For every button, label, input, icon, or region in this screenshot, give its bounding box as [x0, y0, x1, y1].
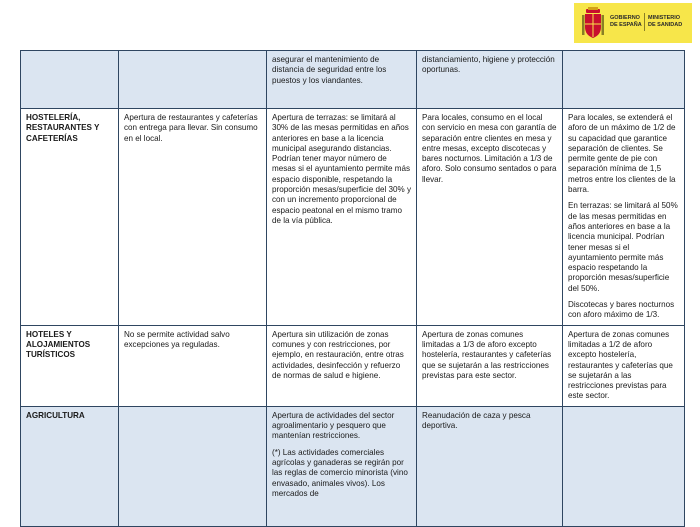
cell-paragraph: Discotecas y bares nocturnos con aforo máximo de 1/3. [568, 300, 675, 320]
phase-cell [563, 406, 685, 526]
phase-cell [417, 406, 563, 526]
cell-paragraph: Para locales, consumo en el local con servicio en mesa con garantía de separación entre clientes en mesa y entre mesas, excepto discotecas y bares nocturnos. Limitación a 1/3 de aforo. Solo consumo sentados o para llevar. [422, 113, 557, 184]
sector-cell: HOSTELERÍA, RESTAURANTES Y CAFETERÍAS [21, 109, 119, 326]
table-row [21, 109, 685, 326]
cell-paragraph: Para locales, se extenderá el aforo de un máximo de 1/2 de su capacidad que garantice separación de clientes. Se permite gente de pie con separación mínima de 1,5 metros entre los clientes de la barra. [568, 113, 676, 195]
logo-line: GOBIERNO [610, 15, 640, 21]
logo-line: DE ESPAÑA [610, 21, 642, 28]
phase-cell [267, 51, 417, 109]
cell-paragraph: En terrazas: se limitará al 50% de las mesas permitidas en años anteriores en base a la licencia municipal. Podrían tener mesas si el ayuntamiento permite más espacio respetando la proporción mesas/superficie del 50%. [568, 201, 678, 293]
cell-paragraph: asegurar el mantenimiento de distancia de seguridad entre los puestos y los viandantes. [272, 55, 387, 85]
phase-cell [119, 406, 267, 526]
measures-table [20, 50, 685, 527]
government-logo [574, 3, 692, 43]
coat-of-arms-icon [582, 7, 604, 39]
cell-paragraph: Apertura de restaurantes y cafeterías con entrega para llevar. Sin consumo en el local. [124, 113, 258, 143]
logo-line: MINISTERIO [648, 15, 681, 21]
phase-cell [417, 51, 563, 109]
cell-paragraph: Apertura sin utilización de zonas comunes y con restricciones, por ejemplo, en restauración, entre otras actividades, desinfección y refuerzo de normas de salud e higiene. [272, 329, 404, 380]
phase-cell [563, 325, 685, 406]
phase-cell [563, 51, 685, 109]
cell-paragraph: Apertura de terrazas: se limitará al 30% de las mesas permitidas en años anteriores en base a la licencia municipal asegurando distancias. Podrían tener mayor número de mesas si el ayuntamiento permite más espacio disponible, respetando la proporción mesas/superficie del 30% y con un incremento proporcional de espacio peatonal en el mismo tramo de la vía pública. [272, 113, 412, 225]
cell-paragraph: (*) Las actividades comerciales agrícolas y ganaderas se regirán por las reglas de comercio minorista (vino envasado, animales vivos). Los mercados de [272, 447, 408, 498]
phase-cell [417, 109, 563, 326]
phase-cell [417, 325, 563, 406]
table-row [21, 406, 685, 526]
table-row [21, 325, 685, 406]
logo-text-ministry [648, 15, 682, 28]
phase-cell [267, 109, 417, 326]
phase-cell [267, 325, 417, 406]
phase-cell [119, 109, 267, 326]
cell-paragraph: Apertura de actividades del sector agroalimentario y pesquero que mantenían restricciones. [272, 410, 395, 441]
phase-cell [267, 406, 417, 526]
cell-paragraph: distanciamiento, higiene y protección oportunas. [422, 55, 555, 75]
cell-paragraph: No se permite actividad salvo excepciones ya reguladas. [124, 329, 230, 349]
page-header [0, 0, 700, 48]
logo-divider [644, 13, 645, 31]
logo-text-government [610, 15, 642, 28]
sector-cell [21, 51, 119, 109]
phase-cell [119, 51, 267, 109]
table-row [21, 51, 685, 109]
cell-paragraph: Apertura de zonas comunes limitadas a 1/2 de aforo excepto hostelería, restaurantes y cafeterías que se sujetarán a las restricciones previstas para este sector. [568, 329, 673, 401]
cell-paragraph: Apertura de zonas comunes limitadas a 1/3 de aforo excepto hostelería, restaurantes y cafeterías que se sujetarán a las restricciones previstas para este sector. [422, 329, 552, 380]
sector-cell: HOTELES Y ALOJAMIENTOS TURÍSTICOS [21, 325, 119, 406]
logo-line: DE SANIDAD [648, 21, 683, 28]
phase-cell [563, 109, 685, 326]
sector-cell: AGRICULTURA [21, 406, 119, 526]
cell-paragraph: Reanudación de caza y pesca deportiva. [422, 410, 531, 431]
phase-cell [119, 325, 267, 406]
